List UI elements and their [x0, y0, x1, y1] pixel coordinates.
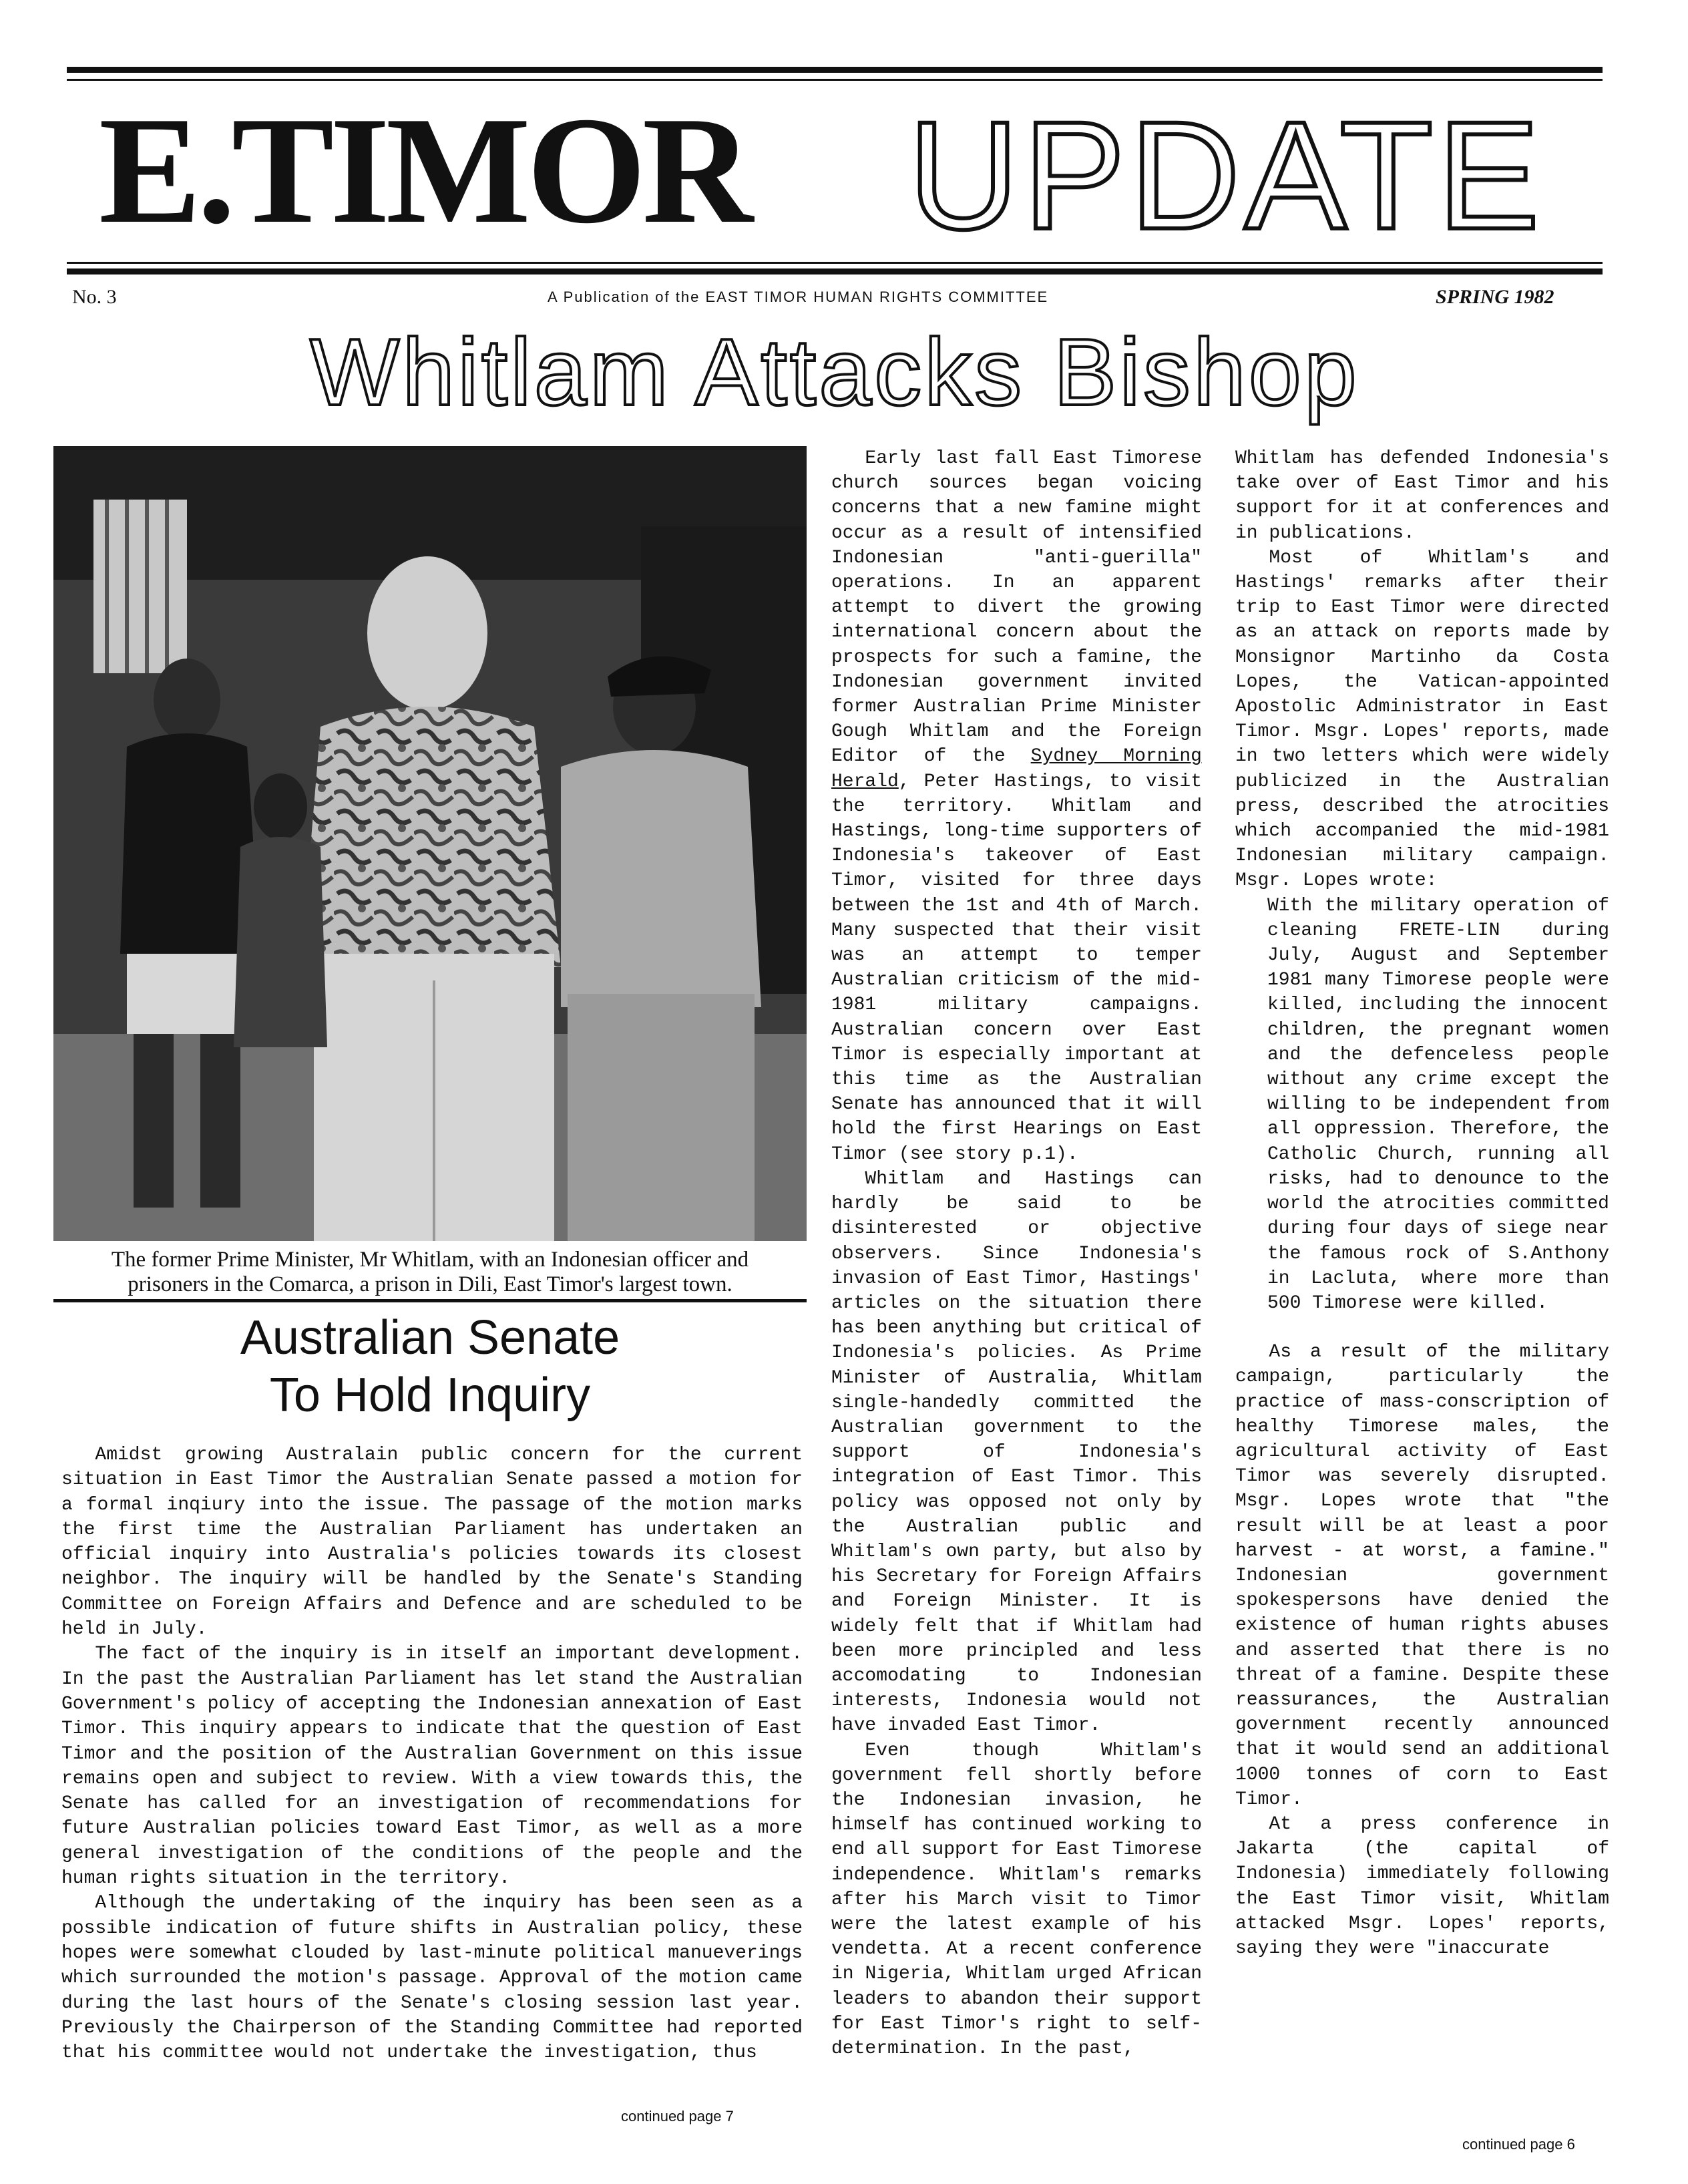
masthead-bottom-rule-thick	[67, 268, 1603, 275]
senate-article-body	[61, 1443, 803, 2065]
whitlam-p1-before: Early last fall East Timorese church sources began voicing concerns that a new famine might occur as a result of intensified Indonesian "anti-guerilla" operations. In an apparent attempt to divert the growing international concern about the prospects for such a famine, the Indonesian government invited former Australian Prime Minister Gough Whitlam and the Foreign Editor of the	[831, 448, 1202, 767]
senate-continued-note: continued page 7	[621, 2108, 734, 2125]
masthead-bottom-rule-thin	[67, 262, 1603, 264]
senate-paragraph-3: Although the undertaking of the inquiry has been seen as a possible indication of future shifts in Australian policy, these hopes were somewhat clouded by last-minute political manueverings which surrounded the motion's passage. Approval of the motion came during the last hours of the Senate's closing session last year. Previously the Chairperson of the Standing Committee had reported that his committee would not undertake the investigation, thus	[61, 1893, 803, 2064]
whitlam-paragraph-4: Whitlam has defended Indonesia's take over of East Timor and his support for it at conferences and in publications.	[1235, 448, 1609, 544]
masthead-top-rule-thin	[67, 79, 1603, 81]
whitlam-paragraph-2: Whitlam and Hastings can hardly be said to be disinterested or objective observers. Since Indonesia's invasion of East Timor, Hastings' articles on the situation there has been anything but critical of Indonesia's policies. As Prime Minister of Australia, Whitlam single-handedly committed the Australian government to the support of Indonesia's integration of East Timor. This policy was opposed not only by the Australian public and Whitlam's own party, but also by his Secretary for Foreign Affairs and Foreign Minister. It is widely felt that if Whitlam had been more principled and less accomodating to Indonesian interests, Indonesia would not have invaded East Timor.	[831, 1168, 1202, 1737]
news-photo	[53, 446, 807, 1241]
caption-divider	[53, 1299, 807, 1302]
senate-paragraph-1: Amidst growing Australain public concern for the current situation in East Timor the Australian Senate passed a motion for a formal inqiury into the issue. The passage of the motion marks the first time the Australian Parliament has undertaken an official inquiry into Australia's policies towards its closest neighbor. The inquiry will be handled by the Senate's Standing Committee on Foreign Affairs and Defence and are scheduled to be held in July.	[61, 1445, 803, 1640]
senate-title-line2: To Hold Inquiry	[269, 1369, 591, 1423]
whitlam-article-column-2	[1235, 446, 1609, 1961]
main-headline: Whitlam Attacks Bishop	[310, 319, 1359, 425]
photo-caption-line1: The former Prime Minister, Mr Whitlam, with an Indonesian officer and	[111, 1248, 749, 1272]
masthead-title-left: E.TIMOR	[99, 85, 749, 255]
publisher-line: A Publication of the EAST TIMOR HUMAN RIGHTS COMMITTEE	[548, 289, 1049, 305]
whitlam-p1-after: , Peter Hastings, to visit the territory. Whitlam and Hastings, long-time supporters of Indonesia's takeover of East Timor, visited for three days between the 1st and 4th of March. Many suspected that their visit was an attempt to temper Australian criticism of the mid-1981 military campaigns. Australian concern over East Timor is especially important at this time as the Australian Senate has announced that it will hold the first Hearings on East Timor (see story p.1).	[831, 771, 1202, 1165]
issue-number: No. 3	[72, 286, 117, 308]
newspaper-name: Sydney Morning Herald	[831, 746, 1202, 792]
whitlam-continued-note: continued page 6	[1462, 2136, 1575, 2153]
photo-caption	[53, 1248, 807, 1297]
masthead-title-right: UPDATE	[908, 89, 1544, 261]
whitlam-paragraph-5: Most of Whitlam's and Hastings' remarks after their trip to East Timor were directed as an attack on reports made by Monsignor Martinho da Costa Lopes, the Vatican-appointed Apostolic Administrator in East Timor. Msgr. Lopes' reports, made in two letters which were widely publicized in the Australian press, described the atrocities which accompanied the mid-1981 Indonesian military campaign. Msgr. Lopes wrote:	[1235, 547, 1609, 892]
whitlam-paragraph-1	[831, 446, 1202, 1167]
photo-illustration	[53, 446, 807, 1241]
photo-caption-line2: prisoners in the Comarca, a prison in Dili, East Timor's largest town.	[128, 1272, 732, 1296]
lopes-quote: With the military operation of cleaning FRETE-LIN during July, August and September 1981 many Timorese people were killed, including the innocent children, the pregnant women and the defenceless people without any crime except the willing to be independent from all oppression. Therefore, the Catholic Church, running all risks, had to denounce to the world the atrocities committed during four days of siege near the famous rock of S.Anthony in Lacluta, where more than 500 Timorese were killed.	[1267, 895, 1609, 1314]
masthead-top-rule-thick	[67, 67, 1603, 73]
whitlam-paragraph-3: Even though Whitlam's government fell shortly before the Indonesian invasion, he himself has continued working to end all support for East Timorese independence. Whitlam's remarks after his March visit to Timor were the latest example of his vendetta. At a recent conference in Nigeria, Whitlam urged African leaders to abandon their support for East Timor's right to self-determination. In the past,	[831, 1740, 1202, 2059]
issue-season: SPRING 1982	[1436, 286, 1554, 308]
senate-title-line1: Australian Senate	[240, 1311, 620, 1364]
whitlam-paragraph-6: As a result of the military campaign, particularly the practice of mass-conscription of healthy Timorese males, the agricultural activity of East Timor was severely disrupted. Msgr. Lopes wrote that "the result will be at least a poor harvest - at worst, a famine." Indonesian government spokespersons have denied the existence of human rights abuses and asserted that there is no threat of a famine. Despite these reassurances, the Australian government recently announced that it would send an additional 1000 tonnes of corn to East Timor.	[1235, 1342, 1609, 1810]
whitlam-article-column-1	[831, 446, 1202, 2061]
senate-article-title	[53, 1309, 807, 1425]
whitlam-paragraph-7: At a press conference in Jakarta (the capital of Indonesia) immediately following the East Timor visit, Whitlam attacked Msgr. Lopes' reports, saying they were "inaccurate	[1235, 1813, 1609, 1959]
senate-paragraph-2: The fact of the inquiry is in itself an important development. In the past the Australian Parliament has let stand the Australian Government's policy of accepting the Indonesian annexation of East Timor. This inquiry appears to indicate that the question of East Timor and the position of the Australian Government on this issue remains open and subject to review. With a view towards this, the Senate has called for an investigation of recommendations for future Australian policies toward East Timor, as well as a more general investigation of the conditions of the people and the human rights situation in the territory.	[61, 1644, 803, 1889]
